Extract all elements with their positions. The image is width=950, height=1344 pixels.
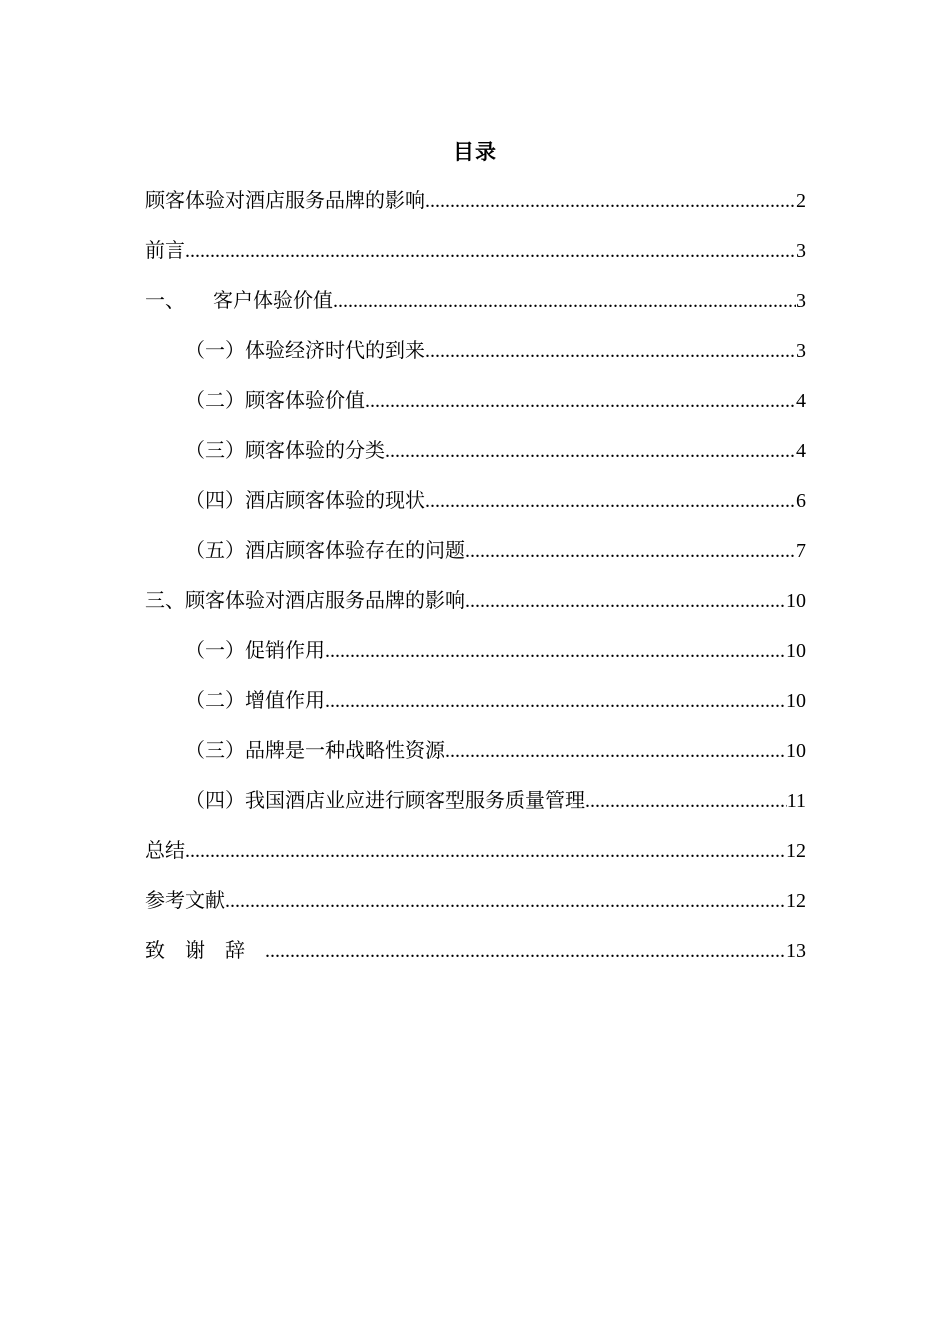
toc-entry-page: 3 bbox=[796, 290, 806, 312]
toc-entry-label: （一）促销作用 bbox=[185, 638, 325, 662]
toc-leader-dots bbox=[185, 233, 796, 269]
toc-entry-page: 12 bbox=[786, 840, 806, 862]
toc-title: 目录 bbox=[453, 139, 497, 164]
toc-entry[interactable] bbox=[145, 782, 806, 832]
toc-leader-dots bbox=[465, 533, 796, 569]
toc-entry-page: 11 bbox=[786, 790, 806, 812]
toc-leader-dots bbox=[325, 633, 786, 669]
toc-entry[interactable] bbox=[145, 832, 806, 882]
toc-entry[interactable] bbox=[145, 282, 806, 332]
toc-entry-label: 前言 bbox=[145, 238, 185, 262]
toc-leader-dots bbox=[365, 383, 796, 419]
toc-entry-label: （二）增值作用 bbox=[185, 688, 325, 712]
toc-entry-label-group bbox=[145, 282, 333, 318]
toc-entry-page: 13 bbox=[786, 940, 806, 962]
toc-leader-dots bbox=[325, 683, 786, 719]
toc-entry[interactable] bbox=[145, 932, 806, 982]
toc-entry-page: 6 bbox=[796, 490, 806, 512]
toc-entry-page: 4 bbox=[796, 390, 806, 412]
toc-entry[interactable] bbox=[145, 682, 806, 732]
toc-entry-label: 客户体验价值 bbox=[213, 288, 333, 312]
toc-entry-page: 3 bbox=[796, 240, 806, 262]
toc-entry-label: （五）酒店顾客体验存在的问题 bbox=[185, 538, 465, 562]
toc-leader-dots bbox=[585, 783, 787, 819]
toc-entry-label: （三）品牌是一种战略性资源 bbox=[185, 738, 445, 762]
toc-entry-label: 顾客体验对酒店服务品牌的影响 bbox=[145, 188, 425, 212]
toc-entry-label: 致谢辞 bbox=[145, 938, 265, 962]
toc-entry-label: （一）体验经济时代的到来 bbox=[185, 338, 425, 362]
table-of-contents bbox=[145, 182, 806, 982]
toc-entry-label: 总结 bbox=[145, 838, 185, 862]
toc-entry-label: （二）顾客体验价值 bbox=[185, 388, 365, 412]
toc-leader-dots bbox=[333, 283, 796, 319]
toc-entry[interactable] bbox=[145, 382, 806, 432]
toc-entry[interactable] bbox=[145, 632, 806, 682]
toc-entry-label: 参考文献 bbox=[145, 888, 225, 912]
toc-entry[interactable] bbox=[145, 332, 806, 382]
toc-leader-dots bbox=[185, 833, 786, 869]
toc-entry[interactable] bbox=[145, 182, 806, 232]
toc-leader-dots bbox=[425, 333, 796, 369]
toc-entry-page: 10 bbox=[786, 640, 806, 662]
toc-entry-page: 7 bbox=[796, 540, 806, 562]
toc-entry-page: 10 bbox=[786, 590, 806, 612]
toc-leader-dots bbox=[385, 433, 796, 469]
toc-entry-label: （四）酒店顾客体验的现状 bbox=[185, 488, 425, 512]
toc-entry[interactable] bbox=[145, 882, 806, 932]
toc-entry-page: 10 bbox=[786, 740, 806, 762]
toc-entry[interactable] bbox=[145, 432, 806, 482]
toc-entry[interactable] bbox=[145, 532, 806, 582]
toc-entry-page: 12 bbox=[786, 890, 806, 912]
toc-entry-number: 一、 bbox=[145, 288, 185, 312]
toc-entry-page: 4 bbox=[796, 440, 806, 462]
toc-entry-page: 3 bbox=[796, 340, 806, 362]
toc-entry-label: （三）顾客体验的分类 bbox=[185, 438, 385, 462]
toc-entry[interactable] bbox=[145, 232, 806, 282]
toc-leader-dots bbox=[425, 483, 796, 519]
toc-entry-page: 2 bbox=[796, 190, 806, 212]
toc-entry-page: 10 bbox=[786, 690, 806, 712]
toc-entry-label: （四）我国酒店业应进行顾客型服务质量管理 bbox=[185, 788, 585, 812]
toc-entry-label: 三、顾客体验对酒店服务品牌的影响 bbox=[145, 588, 465, 612]
toc-entry[interactable] bbox=[145, 732, 806, 782]
toc-leader-dots bbox=[265, 933, 786, 969]
toc-entry[interactable] bbox=[145, 482, 806, 532]
toc-leader-dots bbox=[425, 183, 796, 219]
toc-leader-dots bbox=[465, 583, 786, 619]
toc-entry[interactable] bbox=[145, 582, 806, 632]
toc-leader-dots bbox=[225, 883, 786, 919]
toc-leader-dots bbox=[445, 733, 786, 769]
